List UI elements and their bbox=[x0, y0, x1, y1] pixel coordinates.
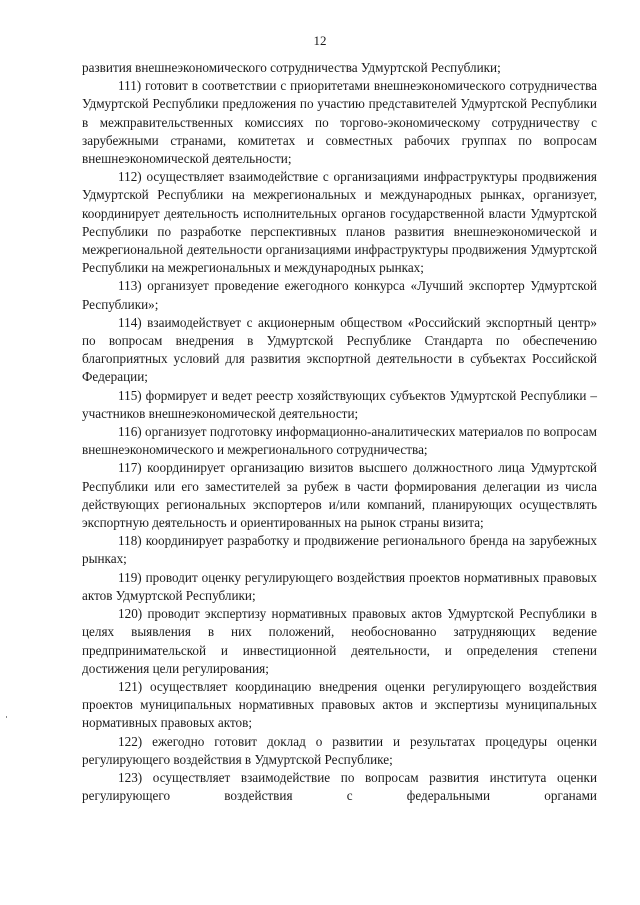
page-number: 12 bbox=[313, 33, 327, 48]
paragraph-item-118: 118) координирует разработку и продвижение регионального бренда на зарубежных рынках; bbox=[82, 533, 597, 567]
paragraph-item-111: 111) готовит в соответствии с приоритетами внешнеэкономического сотрудничества Удмуртской Республики предложения по участию представителей Удмуртской Республики в межправительственных комиссиях по торгово-экономическому сотрудничеству с зарубежными странами, комитетах и совместных рабочих группах по вопросам внешнеэкономической деятельности; bbox=[82, 78, 597, 167]
paragraph-item-114: 114) взаимодействует с акционерным обществом «Российский экспортный центр» по вопросам внедрения в Удмуртской Республике Стандарта по обеспечению благоприятных условий для развития экспортной деятельности в субъектах Российской Федерации; bbox=[82, 314, 597, 385]
paragraph-item-115: 115) формирует и ведет реестр хозяйствующих субъектов Удмуртской Республики – участников внешнеэкономической деятельности; bbox=[82, 387, 597, 421]
paragraph-item-117: 117) координирует организацию визитов высшего должностного лица Удмуртской Республики или его заместителей за рубеж в части формирования делегации из числа действующих региональных экспортеров и/или компаний, планирующих осуществлять экспортную деятельность и ориентированных на рынок страны визита; bbox=[82, 460, 597, 531]
document-body bbox=[82, 59, 597, 805]
paragraph-item-120: 120) проводит экспертизу нормативных правовых актов Удмуртской Республики в целях выявления в них положений, необоснованно затрудняющих ведение предпринимательской и инвестиционной деятельности, и определения степени достижения цели регулирования; bbox=[82, 606, 597, 676]
paragraph-item-112: 112) осуществляет взаимодействие с организациями инфраструктуры продвижения Удмуртской Республики на межрегиональных и международных рынках, организует, координирует деятельность исполнительных органов государственной власти Удмуртской Республики по разработке перспективных планов развития внешнеэкономической и межрегиональной деятельности организациями инфраструктуры продвижения Удмуртской Республики на межрегиональных и международных рынках; bbox=[82, 169, 597, 276]
scan-speck bbox=[6, 716, 7, 718]
paragraph-item-122: 122) ежегодно готовит доклад о развитии и результатах процедуры оценки регулирующего воздействия в Удмуртской Республике; bbox=[82, 733, 597, 767]
paragraph-item-121: 121) осуществляет координацию внедрения оценки регулирующего воздействия проектов муниципальных нормативных правовых актов и экспертизы муниципальных нормативных правовых актов; bbox=[82, 678, 597, 731]
paragraph-item-116: 116) организует подготовку информационно-аналитических материалов по вопросам внешнеэкономического и межрегионального сотрудничества; bbox=[82, 424, 597, 458]
paragraph-item-113: 113) организует проведение ежегодного конкурса «Лучший экспортер Удмуртской Республики»; bbox=[82, 278, 597, 312]
paragraph-item-119: 119) проводит оценку регулирующего воздействия проектов нормативных правовых актов Удмуртской Республики; bbox=[82, 569, 597, 603]
paragraph-continuation: развития внешнеэкономического сотрудничества Удмуртской Республики; bbox=[82, 60, 501, 75]
paragraph-item-123: 123) осуществляет взаимодействие по вопросам развития института оценки регулирующего воздействия с федеральными органами bbox=[82, 769, 597, 804]
